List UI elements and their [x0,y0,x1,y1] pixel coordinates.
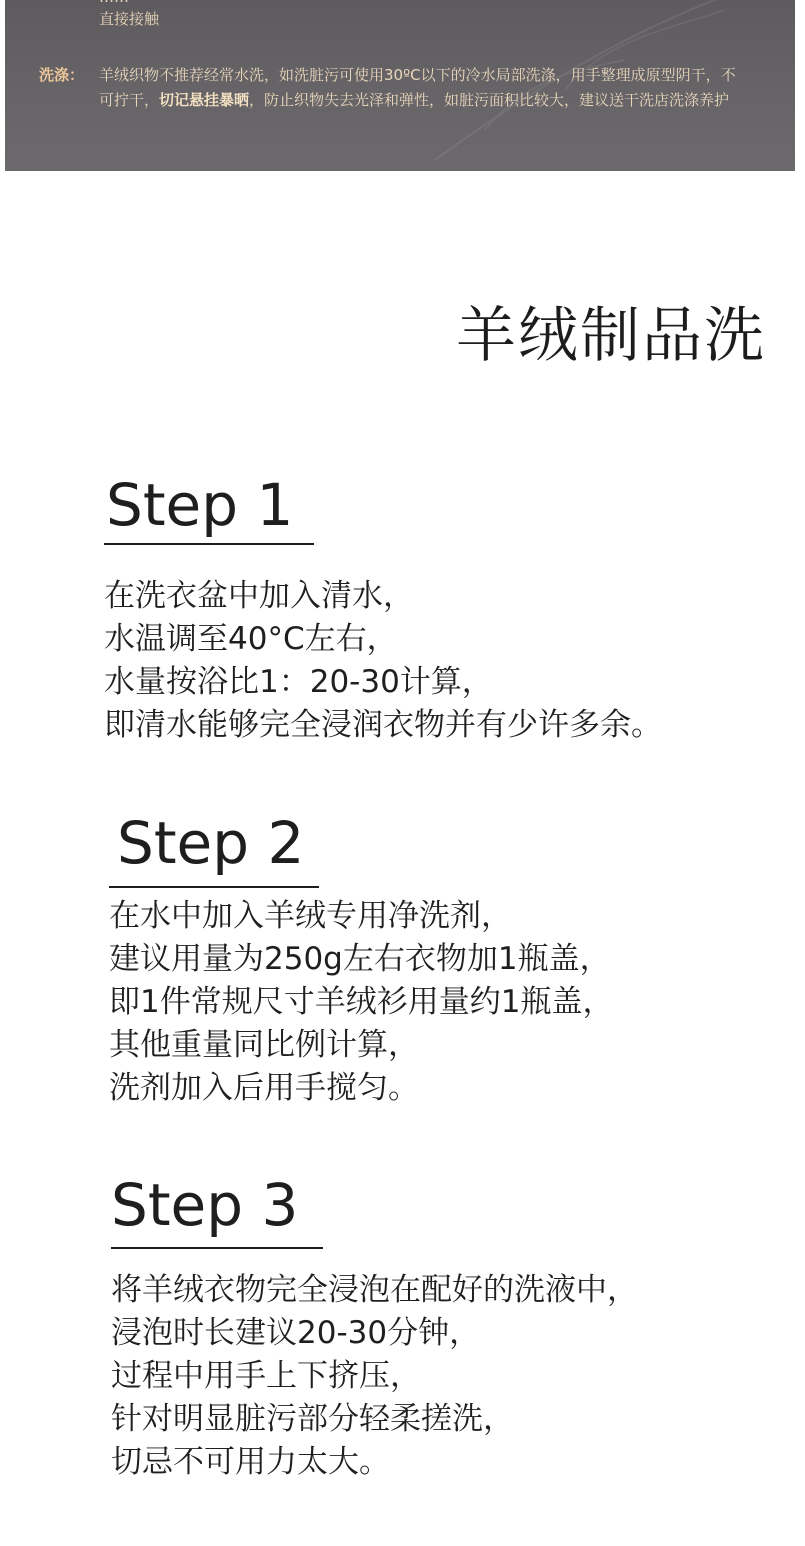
step-body [104,575,662,747]
step-line: 即1件常规尺寸羊绒衫用量约1瓶盖， [109,984,614,1020]
step-line: 水量按浴比1：20-30计算， [104,664,493,700]
wash-instructions [99,63,739,112]
section-title: 羊绒制品洗 [456,301,766,371]
step-line: 即清水能够完全浸润衣物并有少许多余。 [104,707,662,743]
step-3 [111,1170,638,1484]
step-line: 浸泡时长建议20-30分钟， [111,1315,481,1351]
step-line: 其他重量同比例计算， [109,1027,419,1063]
step-underline [109,886,319,888]
step-line: 水温调至40°C左右， [104,621,398,657]
step-2 [109,808,613,1110]
wash-text-part1: 羊绒织物不推荐经常水洗，如洗脏污可使用30ºC以下的冷水局部洗涤，用手整理成原型阴干，不可拧干， [99,66,736,109]
step-underline [104,543,314,545]
step-line: 在洗衣盆中加入清水， [104,578,414,614]
step-line: 将羊绒衣物完全浸泡在配好的洗液中， [111,1272,638,1308]
previous-text-line [99,0,759,9]
step-body [109,895,613,1110]
step-line: 过程中用手上下挤压， [111,1358,421,1394]
previous-text-line-2: 直接接触 [99,10,160,28]
step-line: 在水中加入羊绒专用净洗剂， [109,898,512,934]
step-underline [111,1247,323,1249]
step-line: 切忌不可用力太大。 [111,1444,390,1480]
step-title: Step 1 [106,471,294,539]
step-line: 针对明显脏污部分轻柔搓洗， [111,1401,514,1437]
step-1 [104,470,662,747]
care-instructions-panel [5,0,795,171]
wash-text-bold: 切记悬挂暴晒 [159,90,250,109]
step-title: Step 3 [111,1171,299,1239]
wash-label: 洗涤： [39,66,85,84]
step-title: Step 2 [117,809,305,877]
wash-text-part2: ，防止织物失去光泽和弹性，如脏污面积比较大，建议送干洗店洗涤养护 [249,90,730,109]
step-line: 洗剂加入后用手搅匀。 [109,1070,419,1106]
step-line: 建议用量为250g左右衣物加1瓶盖， [109,941,611,977]
step-body [111,1269,638,1484]
